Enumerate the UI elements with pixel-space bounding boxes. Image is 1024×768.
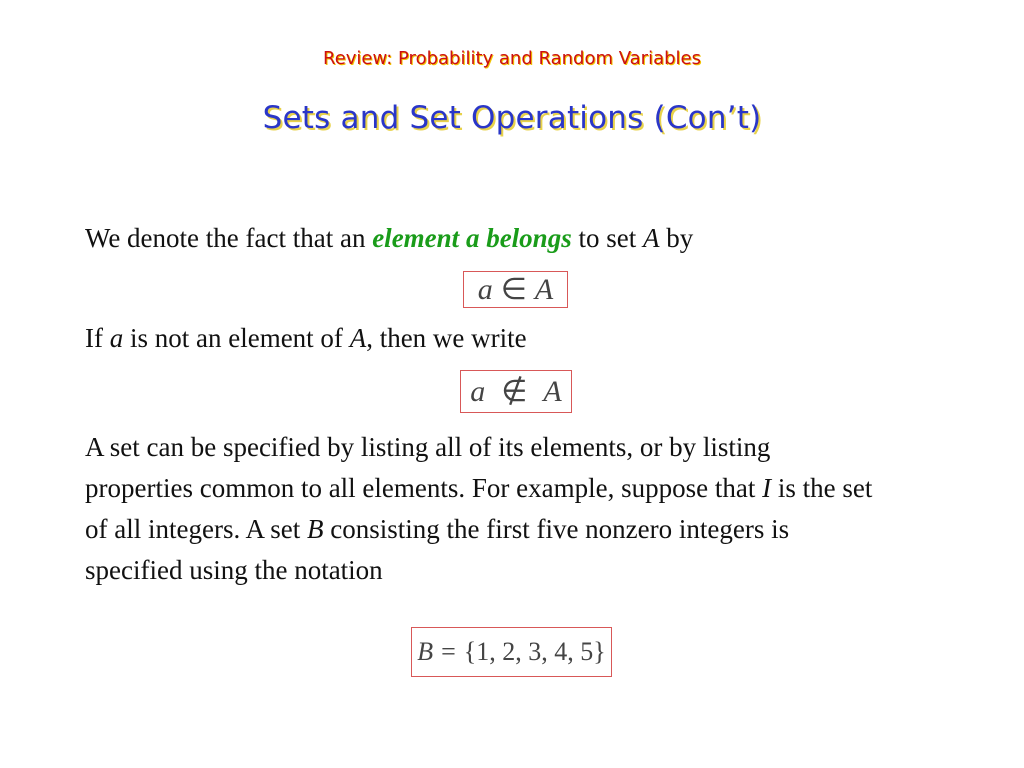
text — [459, 223, 466, 253]
text: to set — [571, 223, 643, 253]
formula-left: a — [477, 272, 493, 306]
text: by — [659, 223, 694, 253]
variable-I: I — [762, 473, 772, 503]
slide-title: Sets and Set Operations (Con’t) — [262, 100, 762, 136]
text: , then we write — [366, 323, 527, 353]
paragraph-set-specification — [85, 427, 885, 591]
formula-not-element-of — [460, 370, 572, 413]
element-of-symbol: ∈ — [500, 273, 527, 306]
variable-a: a — [109, 323, 124, 353]
variable-A: A — [642, 223, 660, 253]
formula-right: A — [543, 374, 562, 408]
formula-left: B — [417, 637, 434, 666]
text: consisting the first five nonzero integers is specified using the notation — [85, 514, 790, 585]
variable-A: A — [349, 323, 367, 353]
text: If — [85, 323, 110, 353]
equals-symbol: = — [441, 637, 456, 666]
variable-B: B — [306, 514, 324, 544]
text: is not an element of — [123, 323, 350, 353]
highlight-element: element — [372, 223, 460, 253]
formula-set-B — [411, 627, 612, 677]
formula-right: A — [534, 272, 554, 306]
formula-left: a — [470, 374, 486, 408]
paragraph-not-element — [85, 318, 527, 359]
formula-element-of — [463, 271, 568, 308]
highlight-belongs: belongs — [486, 223, 572, 253]
text: is the set of all integers. A set — [85, 473, 873, 544]
text: We denote the fact that an — [85, 223, 373, 253]
text: A set can be specified by listing all of its elements, or by listing properties common to all elements. For example, suppose that — [85, 432, 771, 503]
variable-a: a — [465, 223, 480, 253]
paragraph-element-belongs — [85, 218, 693, 259]
slide-subtitle: Review: Probability and Random Variables — [323, 48, 701, 69]
not-element-of-symbol: ∉ — [501, 375, 528, 408]
set-literal: {1, 2, 3, 4, 5} — [463, 637, 606, 666]
